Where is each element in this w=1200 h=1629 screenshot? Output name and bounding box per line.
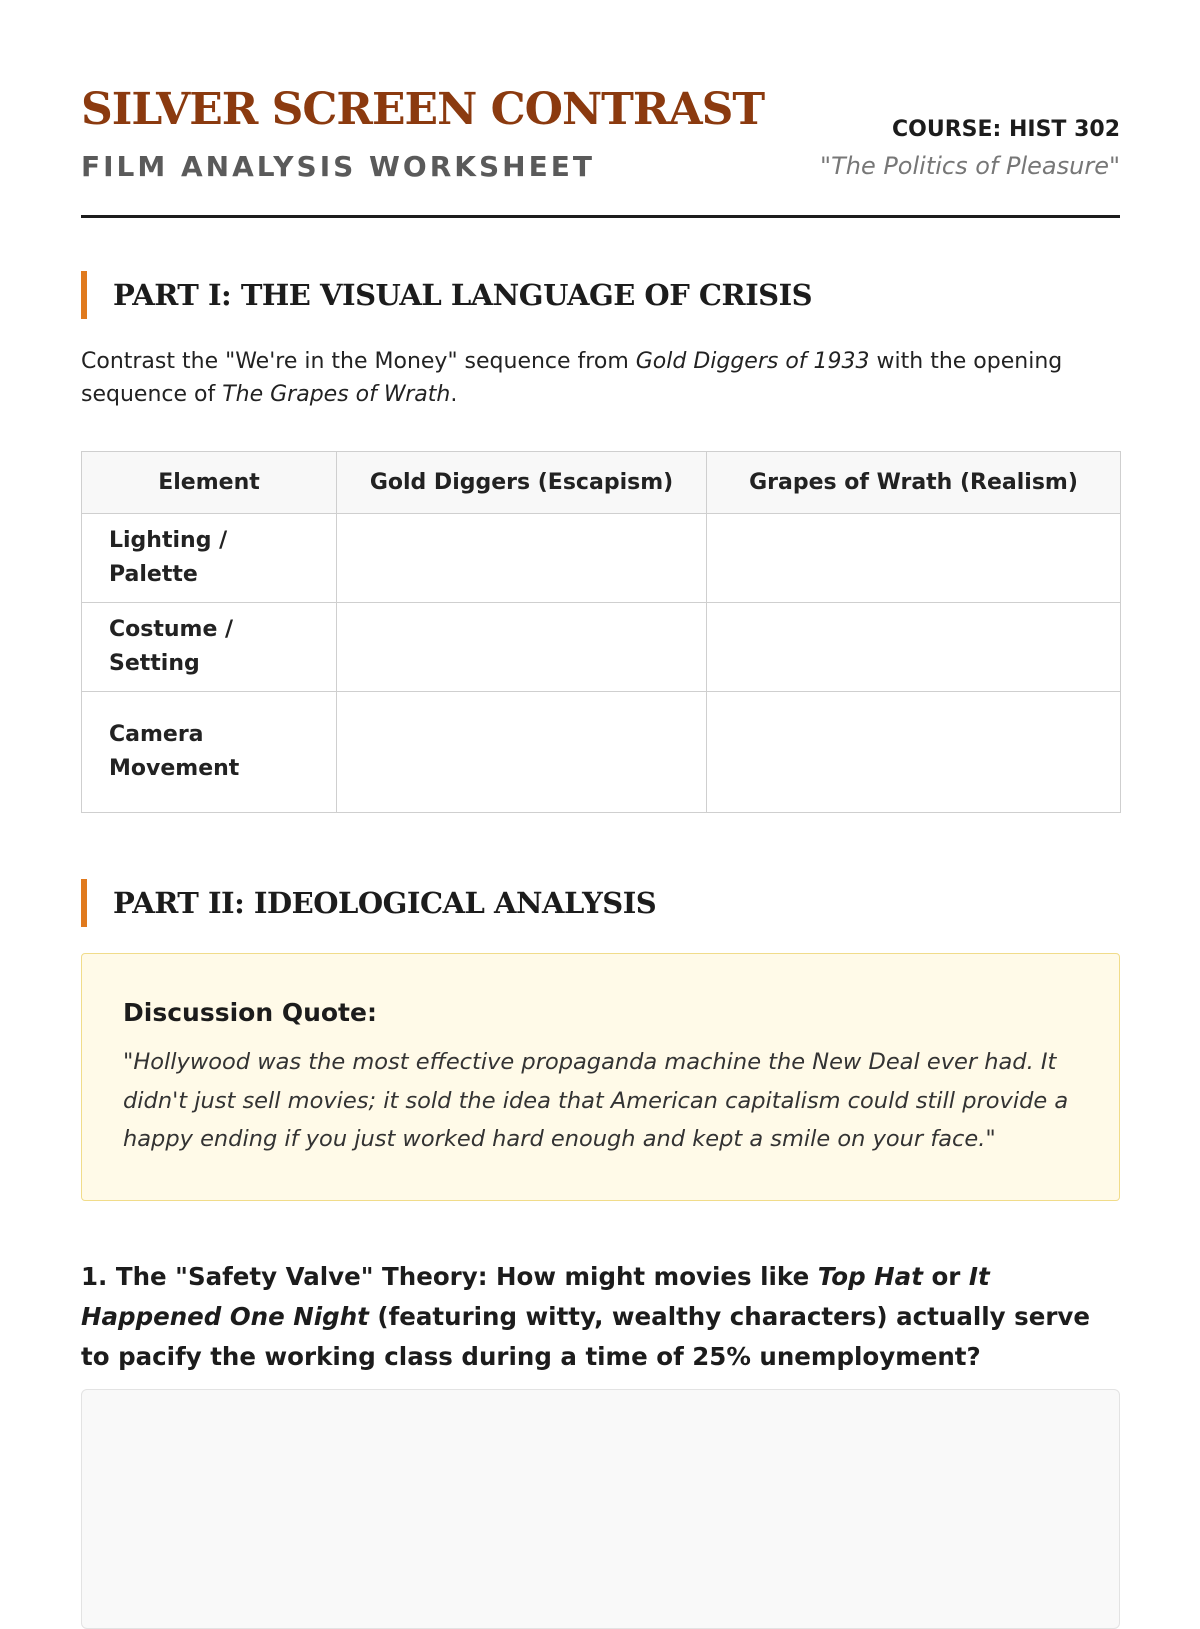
costume-escapism-cell[interactable] [337,603,707,692]
intro-middle: with the opening sequence of [81,349,1063,407]
question-suffix: (featuring witty, wealthy characters) actually serve to pacify the working class during a time of 25% unemployment? [81,1302,1091,1371]
intro-suffix: . [450,382,458,407]
course-subtitle: "The Politics of Pleasure" [820,152,1120,180]
table-row [82,603,1121,692]
part-one-intro [81,345,1120,411]
comparison-table [81,451,1121,813]
table-row [82,514,1121,603]
camera-escapism-cell[interactable] [337,692,707,813]
worksheet-page [81,0,1120,1371]
part-one-heading: PART I: THE VISUAL LANGUAGE OF CRISIS [81,271,812,319]
worksheet-header [81,0,1120,218]
intro-film-grapes-of-wrath: The Grapes of Wrath [222,382,451,407]
camera-realism-cell[interactable] [707,692,1121,813]
question-one-answer-box[interactable] [81,1389,1120,1629]
lighting-realism-cell[interactable] [707,514,1121,603]
costume-realism-cell[interactable] [707,603,1121,692]
question-or: or [922,1262,969,1291]
course-code: COURSE: HIST 302 [891,117,1120,142]
lighting-escapism-cell[interactable] [337,514,707,603]
worksheet-subtitle: FILM ANALYSIS WORKSHEET [81,150,595,183]
column-header-realism: Grapes of Wrath (Realism) [707,452,1121,514]
row-label-lighting: Lighting / Palette [82,514,337,603]
question-one [81,1257,1120,1377]
question-film-top-hat: Top Hat [817,1262,923,1291]
column-header-escapism: Gold Diggers (Escapism) [337,452,707,514]
row-label-costume: Costume / Setting [82,603,337,692]
part-two-heading: PART II: IDEOLOGICAL ANALYSIS [81,879,656,927]
question-prefix: 1. The "Safety Valve" Theory: How might movies like [81,1262,818,1291]
discussion-quote-box [81,953,1120,1201]
table-row [82,692,1121,813]
intro-film-gold-diggers: Gold Diggers of 1933 [635,349,870,374]
worksheet-title: SILVER SCREEN CONTRAST [81,84,765,135]
discussion-quote-label: Discussion Quote: [123,998,377,1027]
row-label-camera: Camera Movement [82,692,337,813]
column-header-element: Element [82,452,337,514]
table-header-row [82,452,1121,514]
question-film-it-happened-one-night: It Happened One Night [81,1262,990,1331]
discussion-quote-text: "Hollywood was the most effective propaganda machine the New Deal ever had. It didn't just sell movies; it sold the idea that American capitalism could still provide a happy ending if you just worked hard enough and kept a smile on your face." [123,1049,1069,1152]
intro-prefix: Contrast the "We're in the Money" sequence from [81,349,636,374]
